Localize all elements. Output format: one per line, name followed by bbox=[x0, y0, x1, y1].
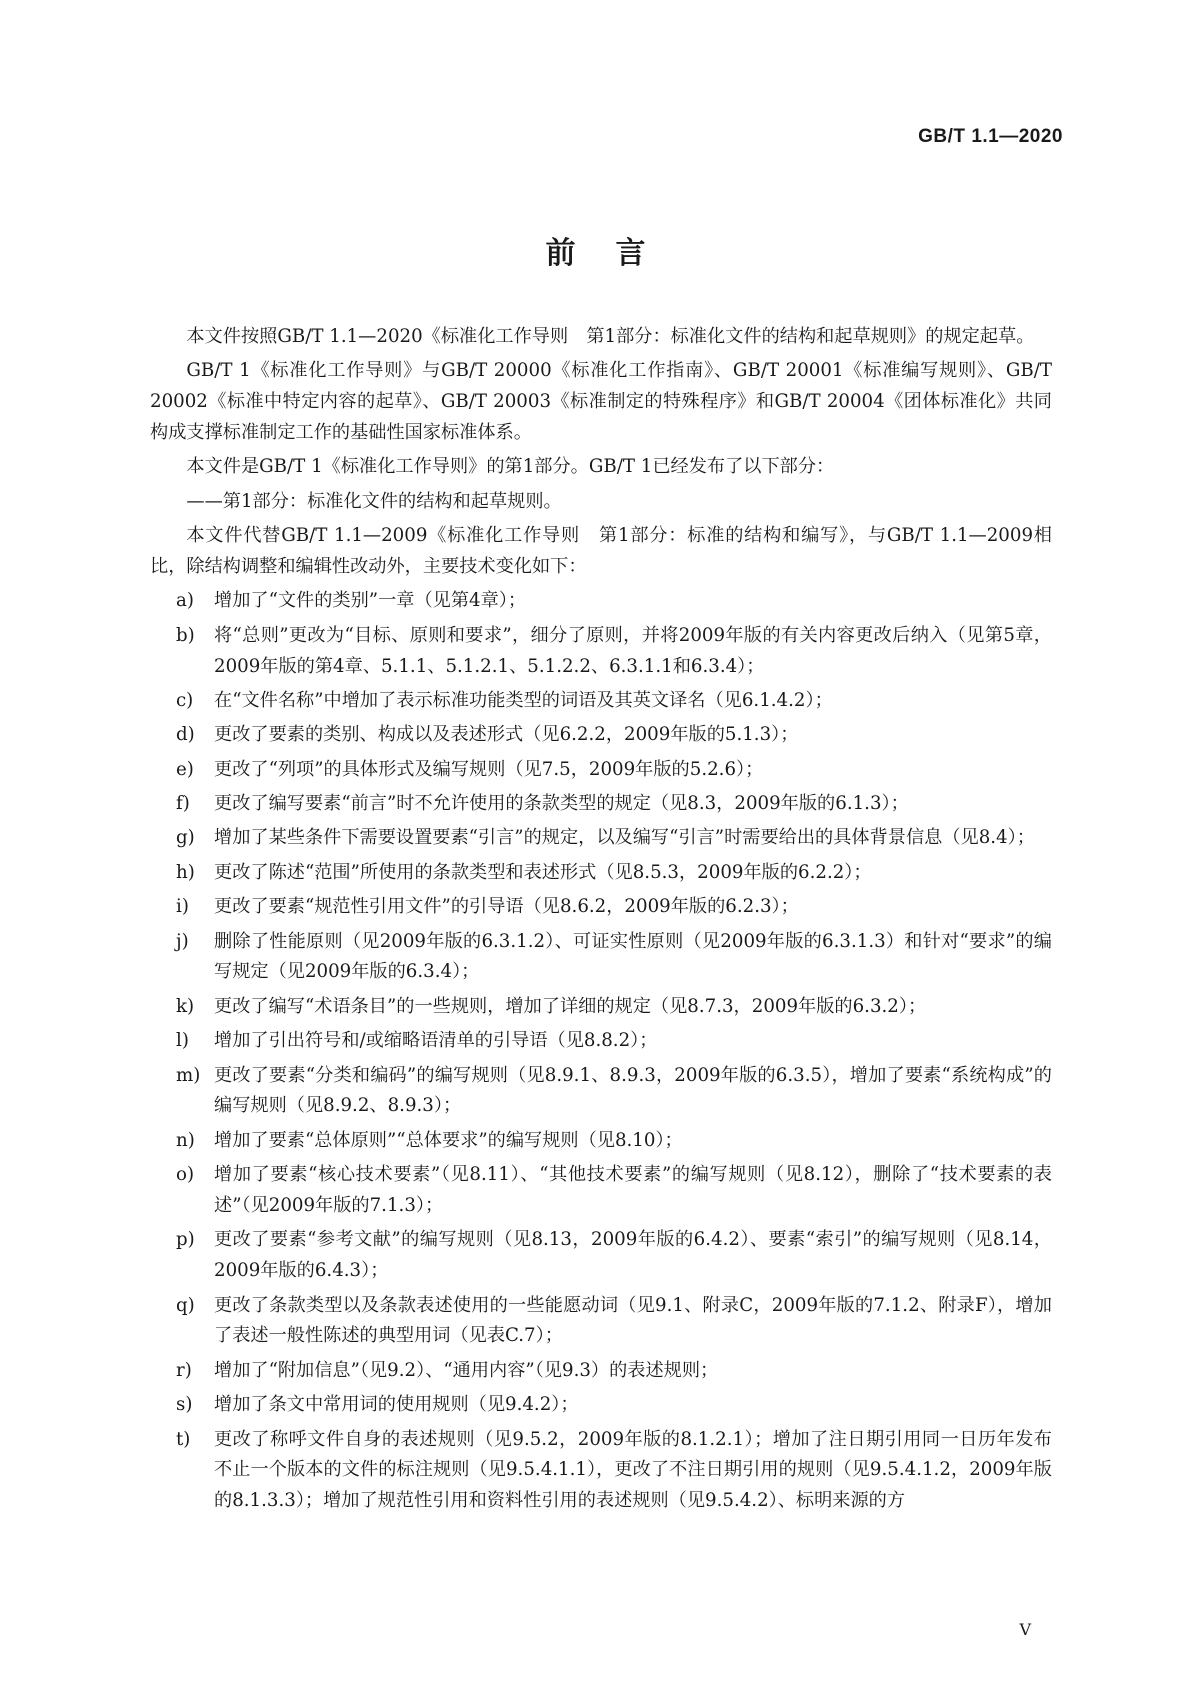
list-label: n) bbox=[176, 1129, 195, 1151]
list-text: 在“文件名称”中增加了表示标准功能类型的词语及其英文译名（见6.1.4.2）； bbox=[214, 689, 833, 711]
document-body bbox=[150, 322, 1052, 1521]
document-number: GB/T 1.1—2020 bbox=[918, 126, 1063, 147]
list-label: l) bbox=[176, 1030, 189, 1052]
paragraph: 本文件按照GB/T 1.1—2020《标准化工作导则 第1部分：标准化文件的结构和起草规则》的规定起草。 bbox=[186, 326, 1035, 347]
list-label: e) bbox=[176, 758, 194, 780]
list-text: 更改了称呼文件自身的表述规则（见9.5.2，2009年版的8.1.2.1）；增加了注日期引用同一日历年发布不止一个版本的文件的标注规则（见9.5.4.1.1），更改了不注日期引用的规则（见9.5.4.1.2，2009年版的8.1.3.3）；增加了规范性引用和资料性引用的表述规则（见9.5.4.2）、标明来源的方 bbox=[214, 1428, 1052, 1512]
page-title: 前言 bbox=[545, 236, 686, 271]
list-label: p) bbox=[176, 1229, 195, 1251]
list-text: 更改了条款类型以及条款表述使用的一些能愿动词（见9.1、附录C，2009年版的7.1.2、附录F），增加了表述一般性陈述的典型用词（见表C.7）； bbox=[214, 1294, 1052, 1347]
list-item bbox=[150, 1126, 1052, 1157]
list-text: 增加了“附加信息”（见9.2）、“通用内容”（见9.3）的表述规则； bbox=[214, 1359, 719, 1381]
list-item bbox=[150, 755, 1052, 786]
list-item bbox=[150, 992, 1052, 1023]
list-item bbox=[150, 1061, 1052, 1123]
list-text: 将“总则”更改为“目标、原则和要求”，细分了原则，并将2009年版的有关内容更改后纳入（见第5章，2009年版的第4章、5.1.1、5.1.2.1、5.1.2.2、6.3.1.1和6.3.4）； bbox=[214, 624, 1052, 677]
list-text: 增加了条文中常用词的使用规则（见9.4.2）； bbox=[214, 1394, 579, 1416]
list-item bbox=[150, 1291, 1052, 1353]
list-text: 更改了要素的类别、构成以及表述形式（见6.2.2，2009年版的5.1.3）； bbox=[214, 724, 799, 746]
list-text: 增加了要素“核心技术要素”（见8.11）、“其他技术要素”的编写规则（见8.12），删除了“技术要素的表述”（见2009年版的7.1.3）； bbox=[214, 1164, 1052, 1216]
list-label: s) bbox=[176, 1394, 193, 1416]
list-item bbox=[150, 621, 1052, 683]
list-label: i) bbox=[176, 896, 189, 918]
list-item bbox=[150, 586, 1052, 617]
list-text: 更改了编写“术语条目”的一些规则，增加了详细的规定（见8.7.3，2009年版的6.3.2）； bbox=[214, 995, 927, 1017]
list-text: 更改了编写要素“前言”时不允许使用的条款类型的规定（见8.3，2009年版的6.1.3）； bbox=[214, 793, 909, 815]
list-item bbox=[150, 823, 1052, 854]
list-text: 增加了某些条件下需要设置要素“引言”的规定，以及编写“引言”时需要给出的具体背景信息（见8.4）； bbox=[214, 827, 1035, 849]
list-item bbox=[150, 858, 1052, 889]
list-item bbox=[150, 1390, 1052, 1421]
list-text: 增加了引出符号和/或缩略语清单的引导语（见8.8.2）； bbox=[214, 1030, 658, 1052]
list-item bbox=[150, 789, 1052, 820]
list-label: f) bbox=[176, 793, 190, 815]
list-text: 增加了要素“总体原则”“总体要求”的编写规则（见8.10）； bbox=[214, 1129, 683, 1151]
list-label: q) bbox=[176, 1294, 195, 1316]
paragraph: GB/T 1《标准化工作导则》与GB/T 20000《标准化工作指南》、GB/T 20001《标准编写规则》、GB/T 20002《标准中特定内容的起草》、GB/T 20003《标准制定的特殊程序》和GB/T 20004《团体标准化》共同构成支撑标准制定工作的基础性国家标准体系。 bbox=[150, 360, 1052, 443]
list-item bbox=[150, 892, 1052, 923]
list-label: b) bbox=[176, 624, 195, 646]
list-label: c) bbox=[176, 689, 194, 711]
list-label: o) bbox=[176, 1164, 195, 1186]
list-text: 更改了要素“参考文献”的编写规则（见8.13，2009年版的6.4.2）、要素“索引”的编写规则（见8.14，2009年版的6.4.3）； bbox=[214, 1229, 1052, 1282]
list-label: k) bbox=[176, 995, 195, 1017]
list-text: 更改了要素“分类和编码”的编写规则（见8.9.1、8.9.3，2009年版的6.3.5），增加了要素“系统构成”的编写规则（见8.9.2、8.9.3）； bbox=[214, 1064, 1052, 1117]
list-item bbox=[150, 1026, 1052, 1057]
dash-list-item: ——第1部分：标准化文件的结构和起草规则。 bbox=[186, 490, 562, 512]
paragraph: 本文件代替GB/T 1.1—2009《标准化工作导则 第1部分：标准的结构和编写》，与GB/T 1.1—2009相比，除结构调整和编辑性改动外，主要技术变化如下： bbox=[150, 525, 1052, 577]
list-text: 更改了陈述“范围”所使用的条款类型和表述形式（见8.5.3，2009年版的6.2.2）； bbox=[214, 861, 872, 883]
list-label: m) bbox=[176, 1064, 201, 1086]
page-number: V bbox=[1019, 1620, 1031, 1639]
list-label: r) bbox=[176, 1359, 192, 1381]
list-item bbox=[150, 1356, 1052, 1387]
changes-list bbox=[150, 586, 1052, 1517]
list-label: d) bbox=[176, 724, 195, 746]
list-item bbox=[150, 1425, 1052, 1517]
list-label: h) bbox=[176, 861, 195, 883]
list-text: 更改了“列项”的具体形式及编写规则（见7.5，2009年版的5.2.6）； bbox=[214, 758, 764, 780]
list-text: 更改了要素“规范性引用文件”的引导语（见8.6.2，2009年版的6.2.3）； bbox=[214, 896, 799, 918]
paragraph: 本文件是GB/T 1《标准化工作导则》的第1部分。GB/T 1已经发布了以下部分： bbox=[186, 456, 835, 478]
list-label: g) bbox=[176, 827, 195, 849]
list-item bbox=[150, 927, 1052, 989]
list-label: t) bbox=[176, 1428, 191, 1450]
list-text: 增加了“文件的类别”一章（见第4章）； bbox=[214, 590, 527, 612]
list-item bbox=[150, 1225, 1052, 1287]
list-label: a) bbox=[176, 590, 194, 612]
list-label: j) bbox=[176, 930, 189, 952]
list-item bbox=[150, 1160, 1052, 1222]
list-text: 删除了性能原则（见2009年版的6.3.1.2）、可证实性原则（见2009年版的6.3.1.3）和针对“要求”的编写规定（见2009年版的6.3.4）； bbox=[214, 930, 1052, 983]
list-item bbox=[150, 720, 1052, 751]
list-item bbox=[150, 686, 1052, 717]
